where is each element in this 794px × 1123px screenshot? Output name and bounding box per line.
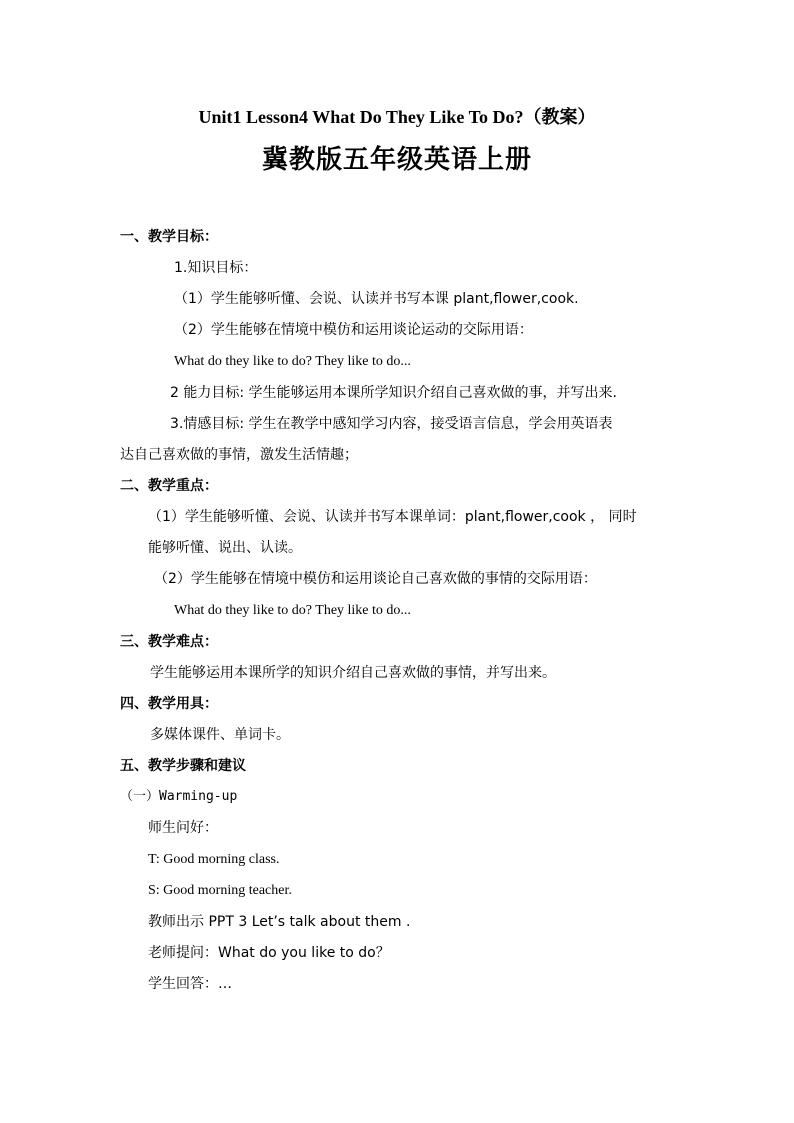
section-heading-objectives: 一、教学目标： bbox=[120, 229, 218, 245]
greeting-label: 师生问好： bbox=[148, 820, 218, 836]
section-heading-materials: 四、教学用具： bbox=[120, 696, 218, 712]
emotion-goal-line-2: 达自己喜欢做的事情，激发生活情趣； bbox=[120, 447, 358, 463]
document-subtitle: 冀教版五年级英语上册 bbox=[261, 145, 532, 175]
emotion-goal-line-1: 3.情感目标: 学生在教学中感知学习内容，接受语言信息，学会用英语表 bbox=[170, 416, 613, 432]
key-point-item-1-line-2: 能够听懂、说出、认读。 bbox=[148, 540, 302, 556]
objective-item-2: （2）学生能够在情境中模仿和运用谈论运动的交际用语： bbox=[174, 322, 533, 338]
teacher-question: 老师提问：What do you like to do？ bbox=[148, 945, 390, 961]
key-point-item-1-line-1: （1）学生能够听懂、会说、认读并书写本课单词：plant,flower,cook ， 同时 bbox=[148, 509, 637, 525]
materials-text: 多媒体课件、单词卡。 bbox=[150, 727, 290, 743]
objective-phrase: What do they like to do? They like to do... bbox=[174, 354, 411, 369]
step-part-1: （一）Warming-up bbox=[120, 789, 238, 804]
key-point-item-2: （2）学生能够在情境中模仿和运用谈论自己喜欢做的事情的交际用语： bbox=[154, 571, 597, 587]
student-answer: 学生回答：… bbox=[148, 976, 232, 992]
section-heading-steps: 五、教学步骤和建议 bbox=[120, 758, 246, 774]
key-point-phrase: What do they like to do? They like to do... bbox=[174, 603, 411, 618]
section-heading-key-points: 二、教学重点： bbox=[120, 478, 218, 494]
document-title: Unit1 Lesson4 What Do They Like To Do?（教案） bbox=[198, 107, 596, 127]
ability-goal: 2 能力目标: 学生能够运用本课所学知识介绍自己喜欢做的事，并写出来. bbox=[170, 385, 617, 401]
teacher-greeting: T: Good morning class. bbox=[148, 852, 280, 867]
ppt-instruction: 教师出示 PPT 3 Let’s talk about them . bbox=[148, 914, 411, 930]
difficulty-text: 学生能够运用本课所学的知识介绍自己喜欢做的事情，并写出来。 bbox=[150, 665, 556, 681]
objective-item-1: （1）学生能够听懂、会说、认读并书写本课 plant,flower,cook. bbox=[174, 291, 579, 307]
student-greeting: S: Good morning teacher. bbox=[148, 883, 292, 898]
section-heading-difficulties: 三、教学难点： bbox=[120, 634, 218, 650]
knowledge-goal-label: 1.知识目标： bbox=[174, 260, 258, 276]
